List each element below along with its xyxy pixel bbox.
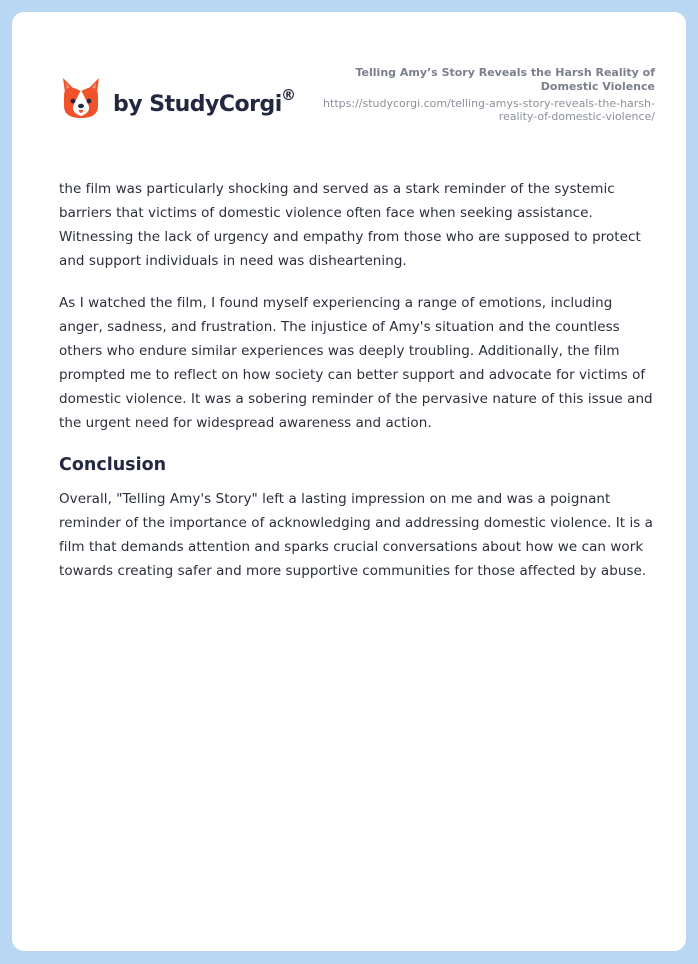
document-meta xyxy=(295,66,655,123)
corgi-icon xyxy=(60,76,102,122)
conclusion-paragraph: Overall, "Telling Amy's Story" left a lasting impression on me and was a poignant reminder of the importance of acknowledging and addressing domestic violence. It is a film that demands attention and sparks crucial conversations about how we can work towards creating safer and more supportive communities for those affected by abuse. xyxy=(59,491,653,579)
document-url[interactable]: https://studycorgi.com/telling-amys-story-reveals-the-harsh-reality-of-domestic-violence/ xyxy=(323,97,655,123)
registered-mark: ® xyxy=(281,86,296,104)
conclusion-heading: Conclusion xyxy=(59,455,167,475)
body-paragraph: the film was particularly shocking and served as a stark reminder of the systemic barriers that victims of domestic violence often face when seeking assistance. Witnessing the lack of urgency and empathy from those who are supposed to protect and support individuals in need was disheartening. xyxy=(59,181,641,269)
document-title: Telling Amy’s Story Reveals the Harsh Reality of Domestic Violence xyxy=(355,66,655,93)
body-paragraph: As I watched the film, I found myself experiencing a range of emotions, including anger, sadness, and frustration. The injustice of Amy's situation and the countless others who endure similar experiences was deeply troubling. Additionally, the film prompted me to reflect on how society can better support and advocate for victims of domestic violence. It was a sobering reminder of the pervasive nature of this issue and the urgent need for widespread awareness and action. xyxy=(59,295,653,431)
document-content xyxy=(59,177,659,601)
document-page xyxy=(12,12,686,951)
brand-name: by StudyCorgi xyxy=(113,92,282,117)
